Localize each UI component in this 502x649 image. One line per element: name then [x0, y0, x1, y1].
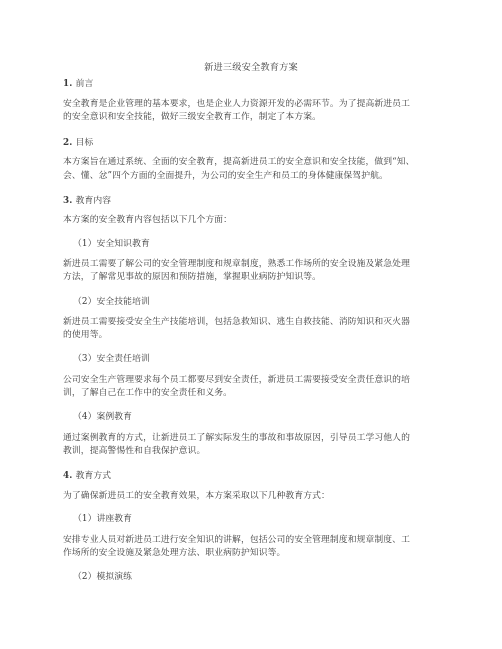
paragraph-line: 的使用等。: [63, 330, 108, 340]
item-label: （3）安全责任培训: [73, 354, 150, 364]
section-title: 前言: [75, 79, 94, 89]
section-heading-2: [63, 137, 93, 149]
section-number: 2.: [63, 138, 73, 148]
paragraph-line: 教训，提高警惕性和自我保护意识。: [63, 446, 206, 456]
section-heading-4: [63, 470, 111, 482]
item-label: （1）安全知识教育: [73, 239, 150, 249]
section-title: 教育方式: [75, 471, 112, 481]
paragraph-line: 公司安全生产管理要求每个员工都要尽到安全责任，新进员工需要接受安全责任意识的培: [63, 375, 410, 385]
paragraph-line: 新进员工需要了解公司的安全管理制度和规章制度，熟悉工作场所的安全设施及紧急处理: [63, 259, 410, 269]
section-title: 教育内容: [75, 196, 112, 206]
paragraph-line: 通过案例教育的方式，让新进员工了解实际发生的事故和事故原因，引导员工学习他人的: [63, 433, 410, 443]
item-label: （4）案例教育: [73, 412, 133, 422]
item-label: （2）安全技能培训: [73, 297, 150, 307]
section-heading-1: [63, 78, 93, 90]
section-title: 目标: [75, 138, 94, 148]
paragraph-line: 本方案旨在通过系统、全面的安全教育，提高新进员工的安全意识和安全技能，做到“知、: [63, 157, 415, 167]
section-intro: 本方案的安全教育内容包括以下几个方面：: [63, 215, 233, 225]
section-number: 1.: [63, 79, 73, 89]
section-heading-3: [63, 195, 111, 207]
paragraph-line: 会、懂、忿”四个方面的全面提升，为公司的安全生产和员工的身体健康保驾护航。: [63, 171, 388, 181]
section-number: 4.: [63, 471, 73, 481]
item-label: （1）讲座教育: [73, 514, 133, 524]
section-intro: 为了确保新进员工的安全教育效果，本方案采取以下几种教育方式：: [63, 491, 330, 501]
document-title: 新进三级安全教育方案: [204, 62, 298, 73]
paragraph-line: 作场所的安全设施及紧急处理方法、职业病防护知识等。: [63, 548, 286, 558]
paragraph-line: 安排专业人员对新进员工进行安全知识的讲解，包括公司的安全管理制度和规章制度、工: [63, 535, 410, 545]
paragraph-line: 安全教育是企业管理的基本要求，也是企业人力资源开发的必需环节。为了提高新进员工: [63, 99, 410, 109]
paragraph-line: 训，了解自己在工作中的安全责任和义务。: [63, 388, 233, 398]
item-label: （2）模拟演练: [73, 572, 133, 582]
section-number: 3.: [63, 196, 73, 206]
paragraph-line: 新进员工需要接受安全生产技能培训，包括急救知识、逃生自救技能、消防知识和灭火器: [63, 317, 410, 327]
paragraph-line: 的安全意识和安全技能，做好三级安全教育工作，制定了本方案。: [63, 112, 322, 122]
paragraph-line: 方法，了解常见事故的原因和预防措施，掌握职业病防护知识等。: [63, 272, 322, 282]
